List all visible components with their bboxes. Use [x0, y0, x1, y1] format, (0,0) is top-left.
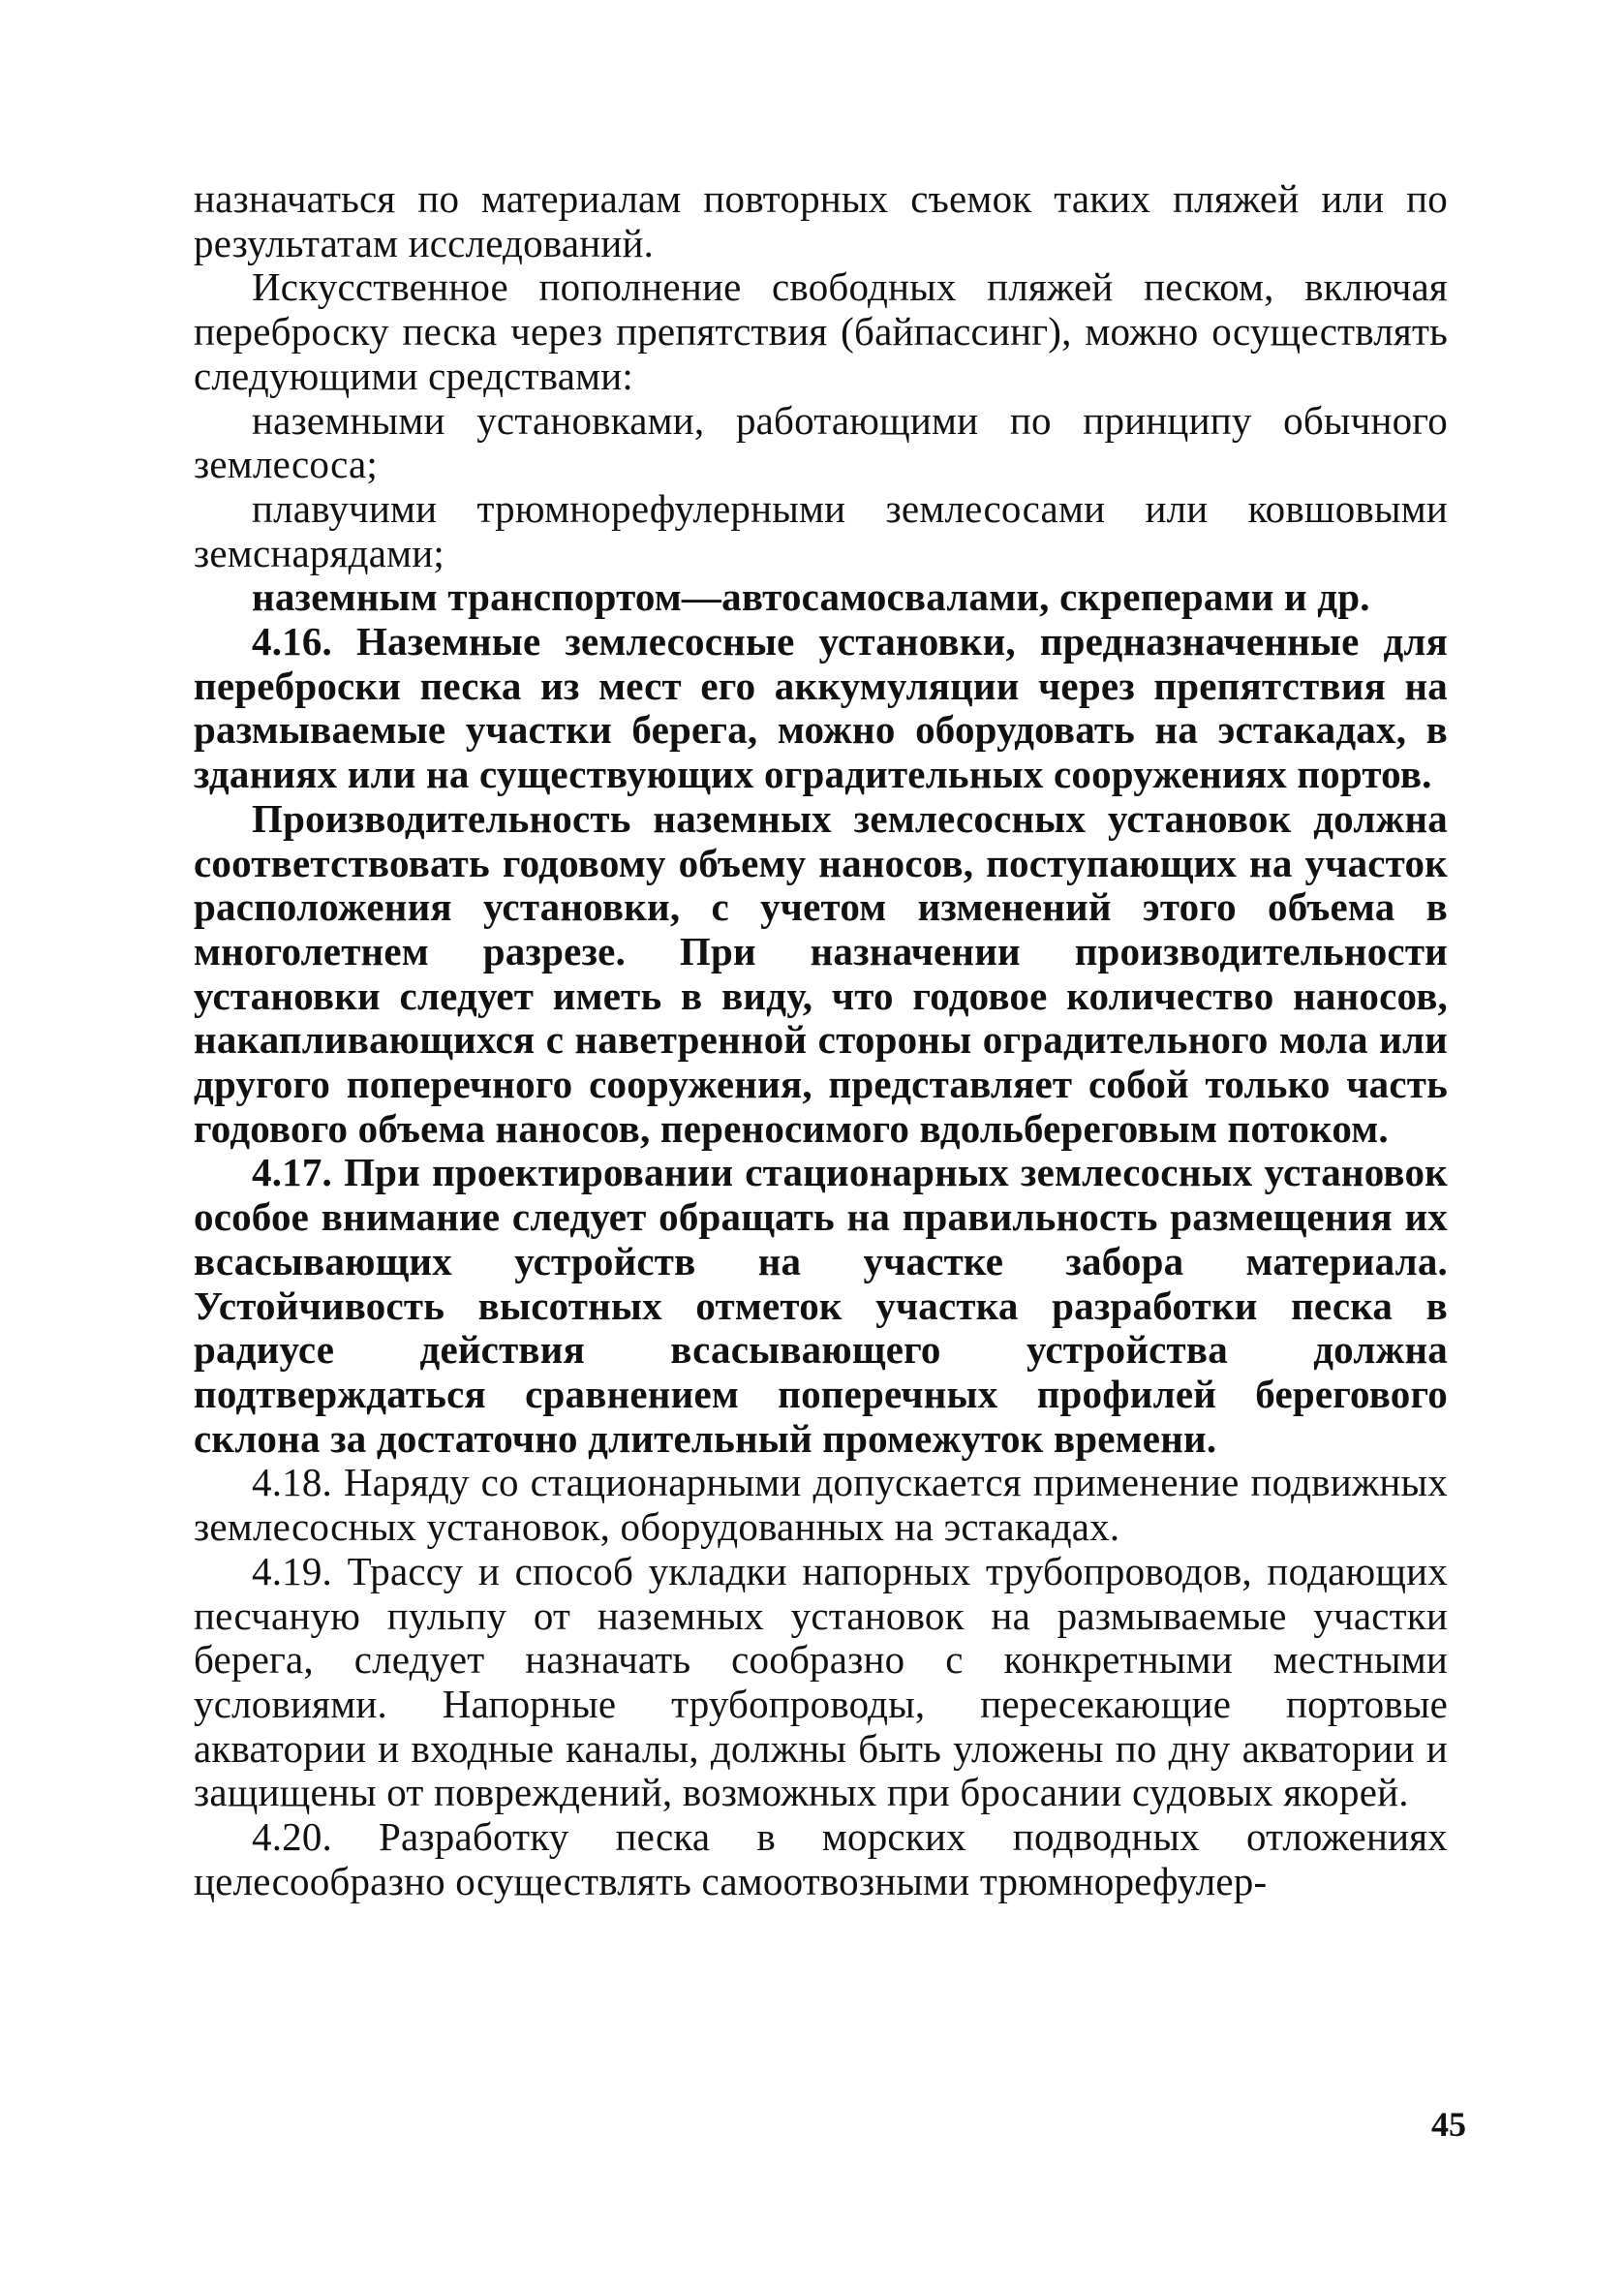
list-item-floating-dredgers: плавучими трюмнорефулерными землесосами или ковшовыми земснарядами;	[194, 485, 1448, 575]
paragraph-4-17: 4.17. При проектировании стационарных землесосных установок особое внимание следует обращать на правильность размещения их всасывающих устройств на участке забора материала. Устойчивость высотных отметок участка разработки песка в радиусе действия всасывающего устройства должна подтверждаться сравнением поперечных профилей берегового склона за достаточно длительный промежуток времени.	[194, 1150, 1448, 1461]
paragraph-4-18: 4.18. Наряду со стационарными допускается применение подвижных землесосных установок, оборудованных на эстакадах.	[194, 1460, 1448, 1550]
paragraph-4-19: 4.19. Трассу и способ укладки напорных трубопроводов, подающих песчаную пульпу от наземных установок на размываемые участки берега, следует назначать сообразно с конкретными местными условиями. Напорные трубопроводы, пересекающие портовые акватории и входные каналы, должны быть уложены по дну акватории и защищены от повреждений, возможных при бросании судовых якорей.	[194, 1548, 1448, 1815]
list-item-land-installations: наземными установками, работающими по принципу обычного землесоса;	[194, 397, 1448, 487]
list-item-land-transport: наземным транспортом—автосамосвалами, скреперами и др.	[252, 574, 1370, 620]
paragraph-4-16: 4.16. Наземные землесосные установки, предназначенные для переброски песка из мест его аккумуляции через препятствия на размываемые участки берега, можно оборудовать на эстакадах, в зданиях или на существующих оградительных сооружениях портов.	[194, 619, 1448, 797]
paragraph-continuation: назначаться по материалам повторных съемок таких пляжей или по результатам исследований.	[194, 176, 1448, 265]
paragraph-productivity: Производительность наземных землесосных установок должна соответствовать годовому объему наносов, поступающих на участок расположения установки, с учетом изменений этого объема в многолетнем разрезе. При назначении производительности установки следует иметь в виду, что годовое количество наносов, накапливающихся с наветренной стороны оградительного мола или другого поперечного сооружения, представляет собой только часть годового объема наносов, переносимого вдольбереговым потоком.	[194, 795, 1448, 1151]
page-number: 45	[1431, 2105, 1466, 2144]
paragraph-artificial-nourishment: Искусственное пополнение свободных пляжей песком, включая переброску песка через препятствия (байпассинг), можно осуществлять следующими средствами:	[194, 264, 1448, 398]
paragraph-4-20: 4.20. Разработку песка в морских подводных отложениях целесообразно осуществлять самоотвозными трюмнорефулер-	[194, 1814, 1448, 1903]
body-text	[194, 177, 1448, 1903]
